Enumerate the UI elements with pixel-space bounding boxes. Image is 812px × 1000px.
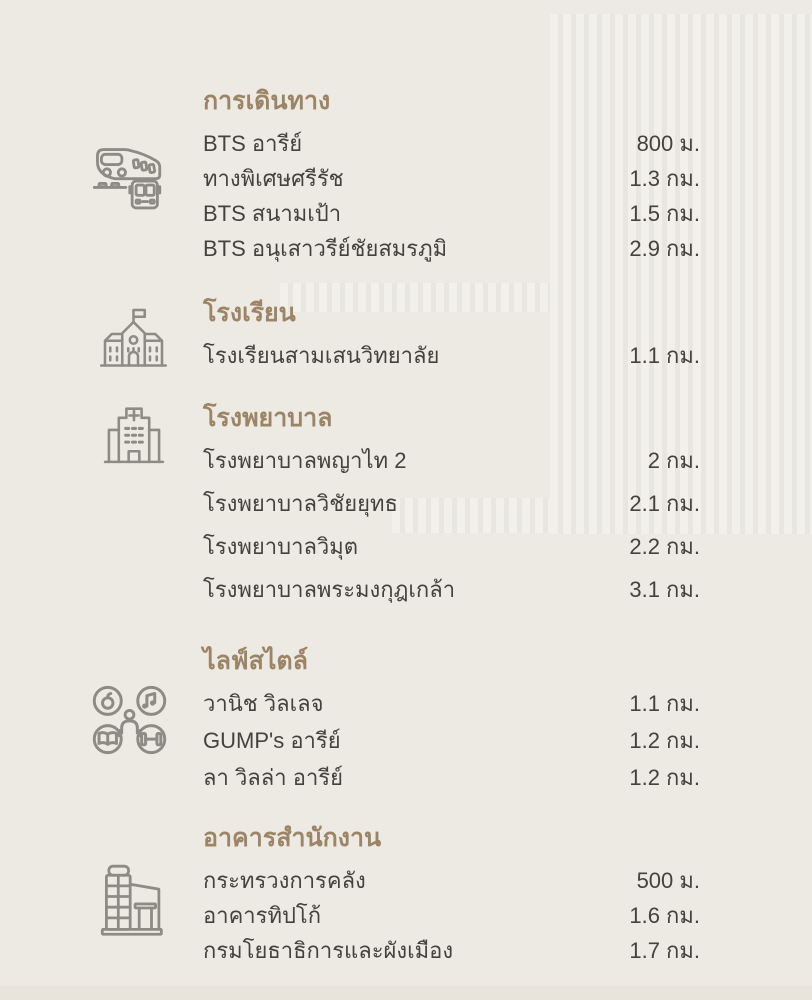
place-distance: 2.9 กม. [629, 236, 700, 261]
section-school [203, 296, 700, 371]
place-name: BTS อารีย์ [203, 131, 303, 156]
school-icon [96, 299, 171, 375]
place-distance: 1.2 กม. [629, 765, 700, 790]
place-row [203, 763, 700, 793]
place-distance: 1.5 กม. [629, 201, 700, 226]
place-row [203, 532, 700, 562]
place-name: ทางพิเศษศรีรัช [203, 166, 344, 191]
section-office-buildings [203, 821, 700, 966]
section-title: อาคารสำนักงาน [203, 824, 382, 852]
place-name: BTS อนุเสาวรีย์ชัยสมรภูมิ [203, 236, 448, 261]
place-name: ลา วิลล่า อารีย์ [203, 765, 344, 790]
place-row [203, 726, 700, 756]
lifestyle-icon [86, 677, 173, 763]
section-title: โรงพยาบาล [203, 404, 333, 432]
place-row [203, 901, 700, 931]
train-bus-icon [88, 134, 170, 214]
place-distance: 2.2 กม. [629, 534, 700, 559]
place-row [203, 234, 700, 264]
place-name: กรมโยธาธิการและผังเมือง [203, 938, 454, 963]
place-row [203, 689, 700, 719]
place-name: โรงพยาบาลวิมุต [203, 534, 359, 559]
section-divider-band [0, 986, 812, 1000]
place-distance: 2.1 กม. [629, 491, 700, 516]
office-building-icon [90, 857, 172, 941]
place-distance: 800 ม. [636, 131, 700, 156]
place-distance: 1.6 กม. [629, 903, 700, 928]
place-name: โรงพยาบาลพระมงกุฎเกล้า [203, 577, 456, 602]
place-name: โรงเรียนสามเสนวิทยาลัย [203, 343, 440, 368]
place-name: โรงพยาบาลพญาไท 2 [203, 448, 407, 473]
place-distance: 3.1 กม. [629, 577, 700, 602]
place-row [203, 866, 700, 896]
section-title: โรงเรียน [203, 299, 296, 327]
section-lifestyle [203, 644, 700, 793]
place-name: GUMP's อารีย์ [203, 728, 341, 753]
place-row [203, 575, 700, 605]
place-distance: 1.1 กม. [629, 691, 700, 716]
place-distance: 500 ม. [636, 868, 700, 893]
section-title: ไลฟ์สไตล์ [203, 647, 308, 675]
place-distance: 2 กม. [647, 448, 700, 473]
place-row [203, 129, 700, 159]
place-name: BTS สนามเป้า [203, 201, 342, 226]
place-row [203, 489, 700, 519]
place-row [203, 446, 700, 476]
place-name: อาคารทิปโก้ [203, 903, 322, 928]
hospital-icon [96, 395, 172, 471]
place-distance: 1.7 กม. [629, 938, 700, 963]
place-name: กระทรวงการคลัง [203, 868, 366, 893]
section-hospital [203, 401, 700, 605]
place-row [203, 199, 700, 229]
section-transportation [203, 84, 700, 264]
place-name: วานิช วิลเลจ [203, 691, 324, 716]
place-row [203, 341, 700, 371]
place-row [203, 936, 700, 966]
place-distance: 1.1 กม. [629, 343, 700, 368]
place-distance: 1.3 กม. [629, 166, 700, 191]
place-distance: 1.2 กม. [629, 728, 700, 753]
place-row [203, 164, 700, 194]
section-title: การเดินทาง [203, 87, 331, 115]
place-name: โรงพยาบาลวิชัยยุทธ [203, 491, 398, 516]
